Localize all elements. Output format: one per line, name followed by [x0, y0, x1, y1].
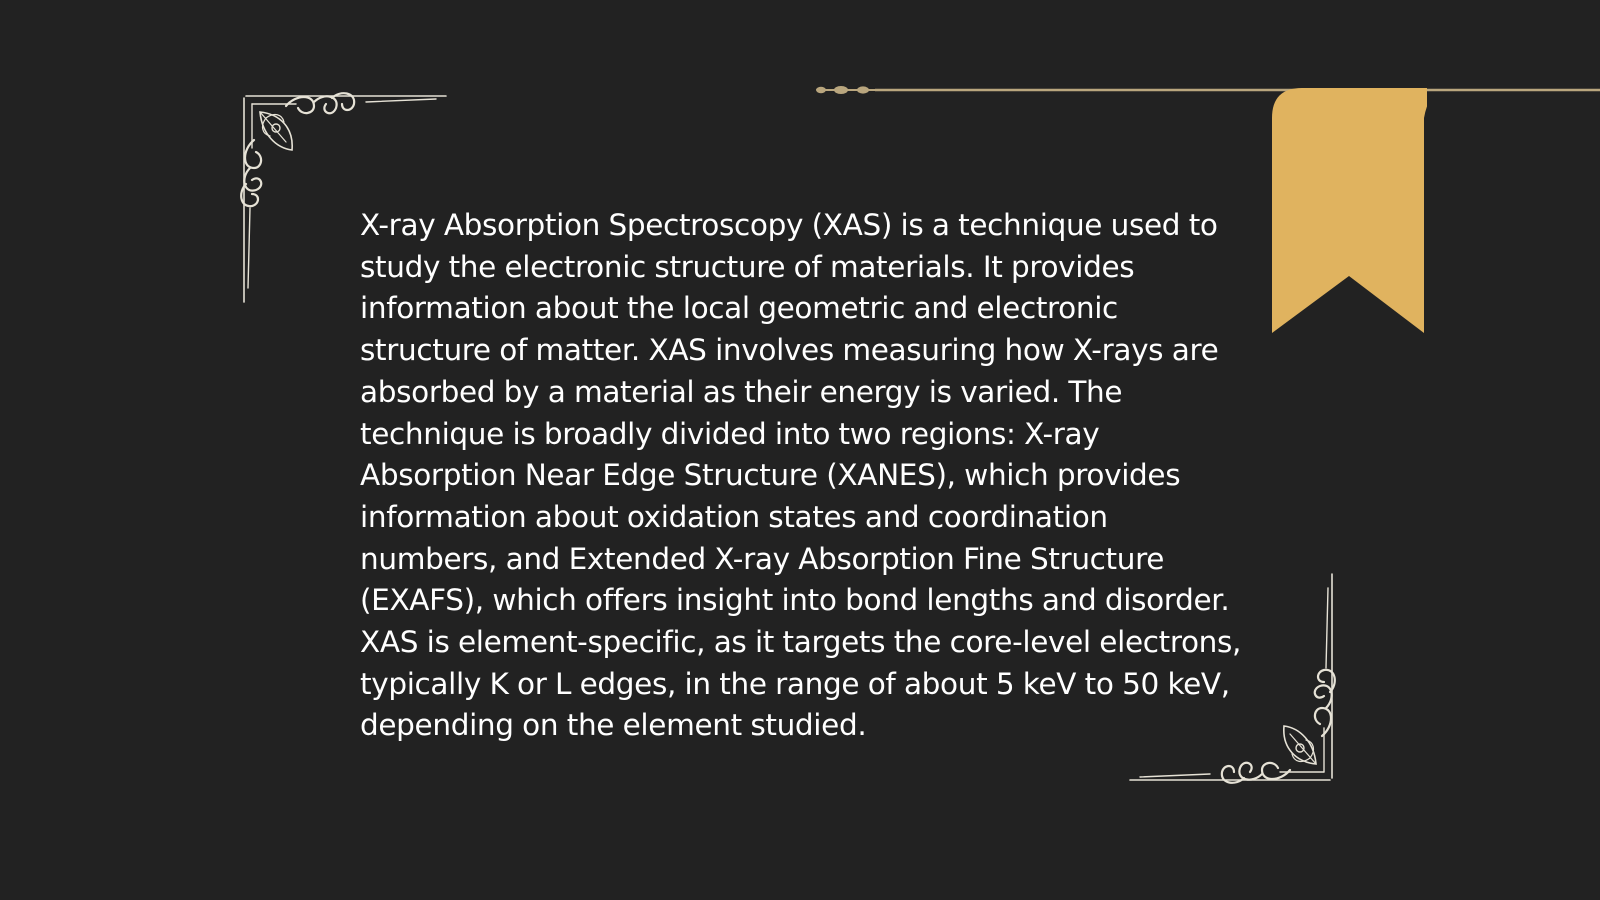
top-decorative-rule-icon [815, 78, 1600, 102]
bottom-right-flourish-icon [1120, 566, 1340, 788]
body-paragraph: X-ray Absorption Spectroscopy (XAS) is a technique used to study the electronic structure of materials. It provides information about the local geometric and electronic structure of matter. XAS involves measuring how X-rays are absorbed by a material as their energy is varied. The technique is broadly divided into two regions: X-ray Absorption Near Edge Structure (XANES), which provides information about oxidation states and coordination numbers, and Extended X-ray Absorption Fine Structure (EXAFS), which offers insight into bond lengths and disorder. XAS is element-specific, as it targets the core-level electrons, typically K or L edges, in the range of about 5 keV to 50 keV, depending on the element studied. [360, 208, 1242, 743]
bookmark-ribbon-icon [1272, 88, 1427, 333]
